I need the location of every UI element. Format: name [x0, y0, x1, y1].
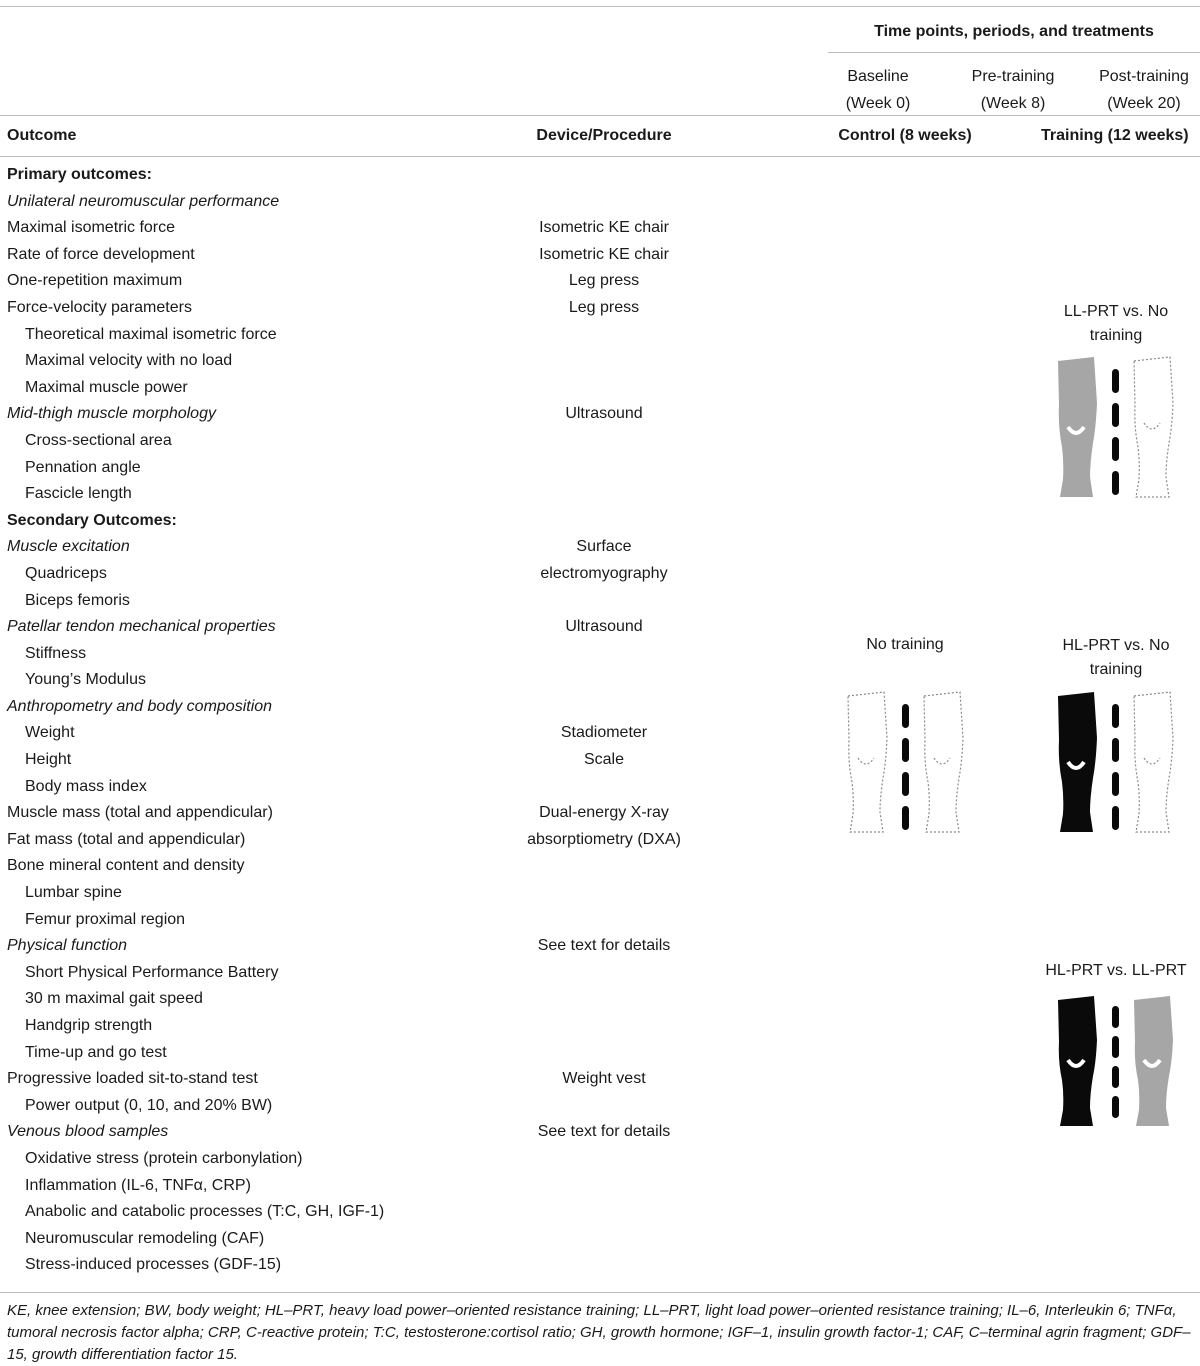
- timepoint-pretraining: [953, 63, 1073, 117]
- table-row: [0, 1149, 1200, 1176]
- outcome-cell: Rate of force development: [7, 245, 195, 263]
- group-rule: [828, 52, 1200, 53]
- table-row: [0, 936, 1200, 963]
- comparison-hl-vs-no: [1045, 634, 1187, 682]
- outcome-cell: Cross-sectional area: [25, 431, 172, 449]
- outcome-cell: Mid-thigh muscle morphology: [7, 405, 216, 423]
- table-row: [0, 325, 1200, 352]
- table-row: [0, 777, 1200, 804]
- leg-no-training-icon: [848, 692, 887, 832]
- outcome-cell: Biceps femoris: [25, 591, 130, 609]
- device-cell: Stadiometer: [560, 724, 648, 742]
- table-row: [0, 1202, 1200, 1229]
- outcome-table: [0, 165, 1200, 1282]
- col-header-outcome: Outcome: [7, 127, 77, 144]
- divider-dashes: [902, 704, 909, 830]
- comparison-no-training: No training: [866, 636, 944, 653]
- table-row: [0, 298, 1200, 325]
- leg-no-training-icon: [924, 692, 963, 832]
- device-cell: Leg press: [568, 272, 640, 290]
- comparison-line: training: [1089, 661, 1143, 678]
- section-heading: Primary outcomes:: [7, 166, 152, 183]
- outcome-cell: Anabolic and catabolic processes (T:C, GH, IGF-1): [25, 1203, 385, 1221]
- table-row: [0, 989, 1200, 1016]
- table-row: [0, 803, 1200, 830]
- device-cell: See text for details: [537, 937, 671, 955]
- header-bottom-rule: [0, 156, 1200, 157]
- table-row: [0, 750, 1200, 777]
- outcome-cell: Lumbar spine: [25, 884, 122, 902]
- outcome-cell: 30 m maximal gait speed: [25, 990, 203, 1008]
- comparison-line: HL-PRT vs. No: [1062, 637, 1170, 654]
- table-row: [0, 644, 1200, 671]
- table-row: [0, 458, 1200, 485]
- leg-light-load-icon: [1134, 996, 1173, 1126]
- timepoint-week: (Week 8): [980, 95, 1046, 112]
- timepoint-baseline: [828, 63, 928, 117]
- leg-heavy-load-icon: [1058, 692, 1097, 832]
- table-row: [0, 431, 1200, 458]
- outcome-cell: Venous blood samples: [7, 1123, 169, 1141]
- outcome-cell: Quadriceps: [25, 564, 107, 582]
- table-row: [0, 910, 1200, 937]
- outcome-cell: Pennation angle: [25, 458, 141, 476]
- table-row: [0, 670, 1200, 697]
- table-row: [0, 404, 1200, 431]
- leg-no-training-icon: [1134, 357, 1173, 497]
- outcome-cell: Oxidative stress (protein carbonylation): [25, 1149, 303, 1167]
- outcome-cell: Short Physical Performance Battery: [25, 963, 279, 981]
- outcome-cell: Fat mass (total and appendicular): [7, 830, 246, 848]
- section-heading: Secondary Outcomes:: [7, 511, 177, 529]
- device-cell: Ultrasound: [565, 405, 643, 423]
- footnote: KE, knee extension; BW, body weight; HL–PRT, heavy load power–oriented resistance training; LL–PRT, light load power–oriented resistance training; IL–6, Interleukin 6; TNFα, tumoral necrosis factor alpha; CRP, C-reactive protein; T:C, testosterone:cortisol ratio; GH, growth hormone; IGF–1, insulin growth factor-1; CAF, C–terminal agrin fragment; GDF–15, growth differentiation factor 15.: [7, 1302, 1191, 1363]
- table-row: [0, 564, 1200, 591]
- outcome-cell: Maximal velocity with no load: [25, 352, 233, 370]
- timepoint-label: Baseline: [847, 68, 909, 85]
- outcome-cell: Stress-induced processes (GDF-15): [25, 1256, 282, 1274]
- outcome-cell: Anthropometry and body composition: [7, 697, 273, 715]
- timepoint-posttraining: [1088, 63, 1200, 117]
- outcome-cell: Physical function: [7, 937, 128, 955]
- outcome-cell: Bone mineral content and density: [7, 857, 245, 875]
- outcome-cell: Inflammation (IL-6, TNFα, CRP): [25, 1176, 251, 1194]
- outcome-cell: Power output (0, 10, and 20% BW): [25, 1096, 273, 1114]
- outcome-cell: Fascicle length: [25, 485, 132, 503]
- device-cell: See text for details: [537, 1123, 671, 1141]
- device-cell: Dual-energy X-ray: [539, 804, 669, 822]
- legs-hl-vs-ll-icon: [1052, 994, 1178, 1130]
- table-row: [0, 723, 1200, 750]
- device-cell: Scale: [583, 751, 625, 769]
- outcome-cell: Stiffness: [25, 644, 87, 662]
- outcome-cell: Force-velocity parameters: [7, 298, 192, 316]
- legs-hl-vs-no-icon: [1052, 690, 1178, 836]
- divider-dashes: [1112, 704, 1119, 830]
- outcome-cell: Unilateral neuromuscular performance: [7, 192, 280, 210]
- outcome-cell: Muscle mass (total and appendicular): [7, 804, 273, 822]
- table-row: [0, 1122, 1200, 1149]
- table-row: [0, 883, 1200, 910]
- table-row: [0, 1096, 1200, 1123]
- table-row: [0, 963, 1200, 990]
- divider-dashes: [1112, 1006, 1119, 1118]
- table-row: [0, 856, 1200, 883]
- table-row: [0, 511, 1200, 538]
- col-header-device: Device/Procedure: [536, 127, 672, 144]
- outcome-cell: Weight: [25, 724, 75, 742]
- table-row: [0, 1255, 1200, 1282]
- outcome-cell: Neuromuscular remodeling (CAF): [25, 1229, 265, 1247]
- comparison-line: training: [1089, 327, 1143, 344]
- outcome-cell: One-repetition maximum: [7, 272, 183, 290]
- outcome-cell: Body mass index: [25, 777, 147, 795]
- table-row: [0, 1069, 1200, 1096]
- outcome-cell: Femur proximal region: [25, 910, 186, 928]
- timepoint-label: Post-training: [1099, 68, 1189, 85]
- legs-no-training-icon: [842, 690, 968, 836]
- comparison-line: LL-PRT vs. No: [1063, 303, 1169, 320]
- leg-light-load-icon: [1058, 357, 1097, 497]
- outcome-cell: Young’s Modulus: [25, 671, 146, 689]
- table-row: [0, 830, 1200, 857]
- outcome-cell: Muscle excitation: [7, 538, 130, 556]
- table-row: [0, 378, 1200, 405]
- top-rule: [0, 6, 1200, 7]
- col-header-control: Control (8 weeks): [838, 127, 972, 144]
- table-row: [0, 218, 1200, 245]
- table-row: [0, 1016, 1200, 1043]
- table-row: [0, 591, 1200, 618]
- comparison-hl-vs-ll: HL-PRT vs. LL-PRT: [1045, 962, 1187, 979]
- device-cell: Surface: [576, 538, 632, 556]
- footer-rule: [0, 1292, 1200, 1293]
- outcome-cell: Time-up and go test: [25, 1043, 167, 1061]
- timepoint-week: (Week 0): [845, 95, 911, 112]
- table-row: [0, 1043, 1200, 1070]
- leg-heavy-load-icon: [1058, 996, 1097, 1126]
- outcome-cell: Progressive loaded sit-to-stand test: [7, 1070, 258, 1088]
- comparison-ll-vs-no: [1045, 300, 1187, 348]
- table-row: [0, 351, 1200, 378]
- outcome-cell: Patellar tendon mechanical properties: [7, 618, 276, 636]
- table-row: [0, 245, 1200, 272]
- table-row: [0, 192, 1200, 219]
- table-row: [0, 484, 1200, 511]
- table-row: [0, 1229, 1200, 1256]
- device-cell: Isometric KE chair: [539, 219, 669, 237]
- device-cell: Weight vest: [562, 1070, 646, 1088]
- timepoint-label: Pre-training: [971, 68, 1055, 85]
- device-cell: Leg press: [568, 298, 640, 316]
- table-row: [0, 697, 1200, 724]
- table-row: [0, 165, 1200, 192]
- timepoint-week: (Week 20): [1107, 95, 1181, 112]
- device-cell: Isometric KE chair: [539, 245, 669, 263]
- table-row: [0, 617, 1200, 644]
- device-cell: Ultrasound: [565, 618, 643, 636]
- table-row: [0, 537, 1200, 564]
- legs-ll-vs-no-icon: [1052, 355, 1178, 501]
- leg-no-training-icon: [1134, 692, 1173, 832]
- outcome-cell: Handgrip strength: [25, 1017, 153, 1034]
- outcome-cell: Maximal isometric force: [7, 219, 176, 237]
- table-row: [0, 271, 1200, 298]
- device-cell: absorptiometry (DXA): [527, 830, 681, 848]
- outcome-cell: Height: [25, 751, 72, 769]
- table-row: [0, 1176, 1200, 1203]
- col-header-training: Training (12 weeks): [1041, 127, 1189, 144]
- group-title: Time points, periods, and treatments: [874, 23, 1154, 40]
- divider-dashes: [1112, 369, 1119, 495]
- device-cell: electromyography: [540, 564, 668, 582]
- outcome-cell: Maximal muscle power: [25, 378, 188, 396]
- outcome-cell: Theoretical maximal isometric force: [25, 325, 277, 343]
